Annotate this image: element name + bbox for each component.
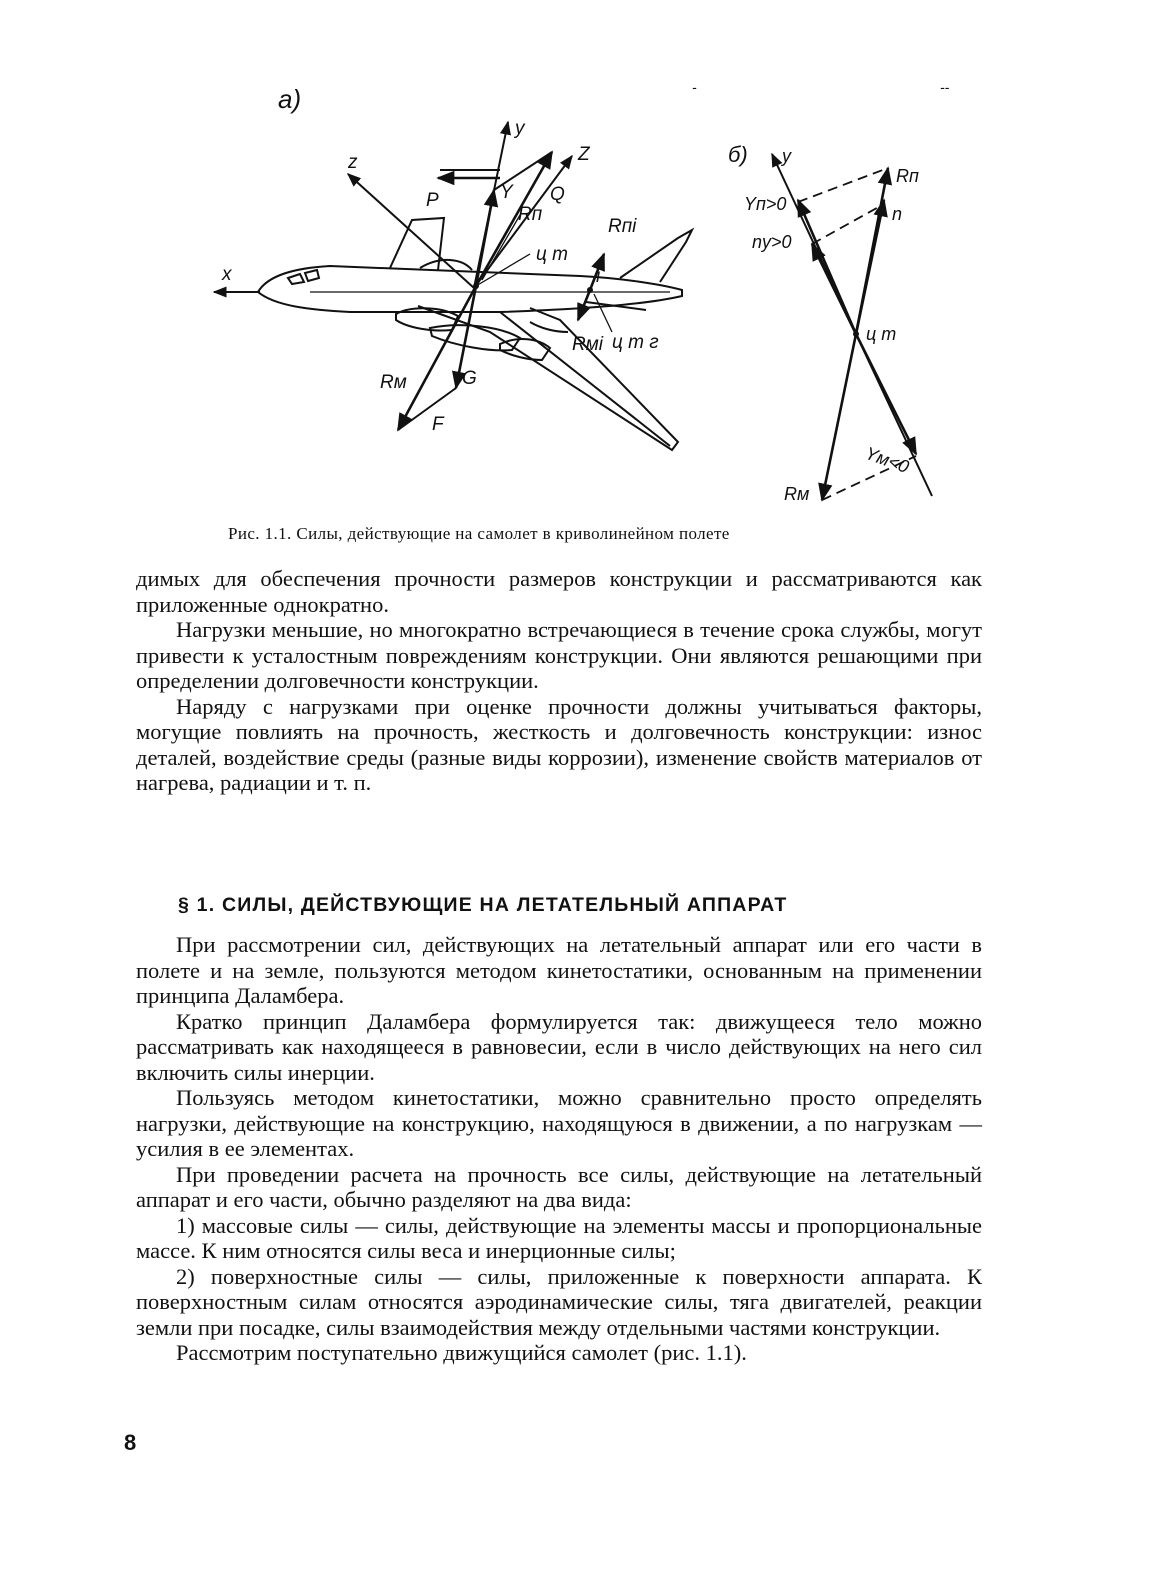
panel-b-label: б) xyxy=(728,142,748,167)
text-block-bottom xyxy=(136,932,982,1366)
force-Rni-label: Rпi xyxy=(608,216,637,237)
section-heading: § 1. СИЛЫ, ДЕЙСТВУЮЩИЕ НА ЛЕТАТЕЛЬНЫЙ АППАРАТ xyxy=(178,894,788,916)
force-Rn-label: Rп xyxy=(518,204,543,225)
list-item: 2) поверхностные силы — силы, приложенные к поверхности аппарата. К поверхностным силам относятся аэродинамические силы, тяга двигателей, реакции земли при посадке, силы взаимодействия между отдельными частями конструкции. xyxy=(136,1263,982,1340)
force-F-label: F xyxy=(432,414,444,435)
axis-z-right-label: Z xyxy=(578,144,590,165)
paragraph: При проведении расчета на прочность все силы, действующие на летательный аппарат и его части, обычно разделяют на два вида: xyxy=(136,1161,982,1212)
force-Q-label: Q xyxy=(550,184,565,205)
index-i-label: i xyxy=(596,266,601,287)
center-of-mass-tail xyxy=(587,287,593,293)
center-of-mass-b-label: ц т xyxy=(866,324,897,344)
force-Rmi-label: Rмi xyxy=(572,334,603,355)
paragraph: При рассмотрении сил, действующих на летательный аппарат или его части в полете и на земле, пользуются методом кинетостатики, основанным на применении принципа Даламбера. xyxy=(136,932,982,1008)
center-of-mass-b xyxy=(853,331,859,337)
force-Rn-b-label: Rп xyxy=(896,166,919,186)
paragraph: Кратко принцип Даламбера формулируется так: движущееся тело можно рассматривать как находящееся в равновесии, если в число действующих на него сил включить силы инерции. xyxy=(136,1008,982,1085)
force-Rm-label: Rм xyxy=(380,372,407,393)
load-n-label: n xyxy=(892,204,903,224)
Ym-negative-label: Yм<0 xyxy=(862,442,912,478)
force-P-label: P xyxy=(426,190,439,211)
axis-y-b-label: y xyxy=(782,146,791,166)
axis-x-label: x xyxy=(222,264,232,285)
paragraph: димых для обеспечения прочности размеров конструкции и рассматриваются как приложенные однократно. xyxy=(136,566,982,617)
panel-a-label: a) xyxy=(278,84,302,114)
vectors-panel-b xyxy=(772,154,932,500)
tail-cm-label: ц т г xyxy=(612,332,659,353)
Yn-positive-label: Yп>0 xyxy=(744,194,787,214)
page-number: 8 xyxy=(124,1430,137,1455)
axis-y-label: y xyxy=(515,118,525,139)
stray-mark: -- xyxy=(940,79,950,95)
stray-mark: - xyxy=(692,79,697,95)
paragraph: Рассмотрим поступательно движущийся самолет (рис. 1.1). xyxy=(176,1340,747,1365)
force-Y-label: Y xyxy=(500,182,513,203)
text-block-top xyxy=(136,566,982,796)
figure-caption: Рис. 1.1. Силы, действующие на самолет в криволинейном полете xyxy=(228,524,730,543)
paragraph: Пользуясь методом кинетостатики, можно сравнительно просто определять нагрузки, действующие на конструкцию, находящуюся в движении, а по нагрузкам — усилия в ее элементах. xyxy=(136,1085,982,1161)
force-Rm-b-label: Rм xyxy=(784,484,810,504)
figure-aircraft-forces xyxy=(200,70,980,520)
axis-z-left-label: z xyxy=(348,152,358,173)
paragraph: Наряду с нагрузками при оценке прочности должны учитываться факторы, могущие повлиять на прочность, жесткость и долговечность конструкции: износ деталей, воздействие среды (разные виды коррозии), изменение свойств материалов от нагрева, радиации и т. п. xyxy=(136,693,982,795)
paragraph: Нагрузки меньшие, но многократно встречающиеся в течение срока службы, могут привести к усталостным повреждениям конструкции. Они являются решающими при определении долговечности конструкции. xyxy=(136,617,982,693)
center-of-mass-label: ц т xyxy=(536,244,568,265)
ny-positive-label: nу>0 xyxy=(752,232,792,252)
list-item: 1) массовые силы — силы, действующие на элементы массы и пропорциональные массе. К ним относятся силы веса и инерционные силы; xyxy=(136,1212,982,1263)
force-G-label: G xyxy=(462,368,477,389)
